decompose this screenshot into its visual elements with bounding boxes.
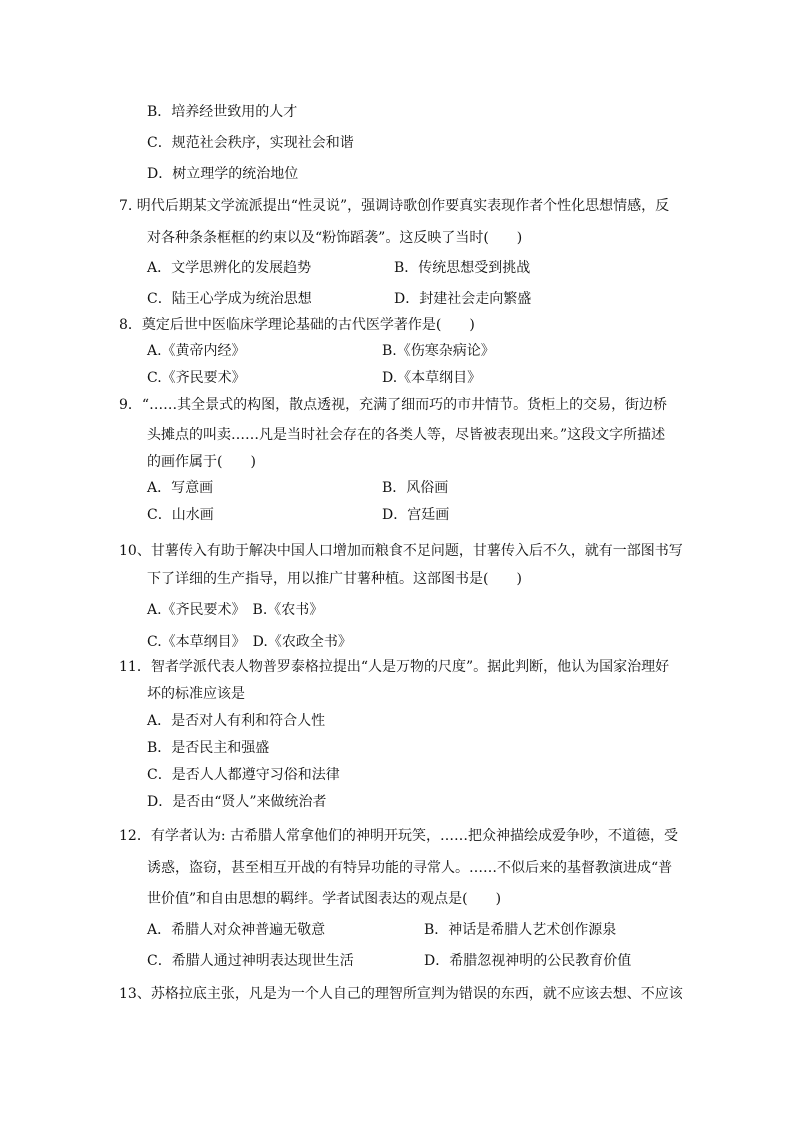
q11-stem-line-2: 坏的标准应该是 [147,686,245,702]
q12-option-c: C．希腊人通过神明表达现世生活 [147,953,354,969]
q10-options-ab: A.《齐民要术》 B.《农书》 [147,602,324,618]
q7-stem-line-2: 对各种条条框框的约束以及“粉饰蹈袭”。这反映了当时( ) [147,230,523,246]
q8-option-d: D.《本草纲目》 [382,370,482,386]
q12-stem-line-3: 世价值”和自由思想的羁绊。学者试图表达的观点是( ) [147,891,502,907]
q11-option-a: A．是否对人有利和符合人性 [147,713,326,729]
q9-stem-line-3: 的画作属于( ) [147,454,256,470]
q13-stem-line-1: 13、苏格拉底主张，凡是为一个人自己的理智所宣判为错误的东西，就不应该去想、不应该 [119,986,683,1002]
q7-option-a: A．文学思辨化的发展趋势 [147,260,312,276]
q6-option-b: B．培养经世致用的人才 [147,104,298,120]
q8-stem: 8．奠定后世中医临床学理论基础的古代医学著作是( ) [119,317,475,333]
q10-stem-line-1: 10、甘薯传入有助于解决中国人口增加而粮食不足问题，甘薯传入后不久，就有一部图书写 [119,543,683,559]
q12-stem-line-2: 诱惑，盗窃，甚至相互开战的有特异功能的寻常人。……不似后来的基督教演进成“普 [147,860,673,876]
q9-option-d: D．宫廷画 [382,507,450,523]
q7-option-b: B．传统思想受到挑战 [394,260,531,276]
q9-option-a: A．写意画 [147,480,214,496]
q11-option-b: B．是否民主和强盛 [147,740,270,756]
q12-stem-line-1: 12．有学者认为: 古希腊人常拿他们的神明开玩笑，……把众神描绘成爱争吵，不道德，受 [119,828,678,844]
q8-option-a: A.《黄帝内经》 [147,343,246,359]
q6-option-c: C．规范社会秩序，实现社会和谐 [147,135,354,151]
q12-option-d: D．希腊忽视神明的公民教育价值 [424,953,632,969]
q7-stem-line-1: 7. 明代后期某文学流派提出“性灵说”，强调诗歌创作要真实表现作者个性化思想情感，反 [119,198,670,214]
q11-option-d: D．是否由“贤人”来做统治者 [147,794,327,810]
q11-stem-line-1: 11．智者学派代表人物普罗泰格拉提出“人是万物的尺度”。据此判断，他认为国家治理好 [119,659,670,675]
q7-option-d: D．封建社会走向繁盛 [394,291,532,307]
q8-option-b: B.《伤寒杂病论》 [382,343,495,359]
q12-option-b: B．神话是希腊人艺术创作源泉 [424,922,617,938]
q11-option-c: C．是否人人都遵守习俗和法律 [147,767,340,783]
q8-option-c: C.《齐民要术》 [147,370,246,386]
q9-option-c: C．山水画 [147,507,214,523]
q6-option-d: D．树立理学的统治地位 [147,166,299,182]
q9-option-b: B．风俗画 [382,480,449,496]
q10-options-cd: C.《本草纲目》 D.《农政全书》 [147,634,352,650]
q7-option-c: C．陆王心学成为统治思想 [147,291,312,307]
q10-stem-line-2: 下了详细的生产指导，用以推广甘薯种植。这部图书是( ) [147,571,522,587]
q9-stem-line-1: 9．“……其全景式的构图，散点透视，充满了细而巧的市井情节。货柜上的交易，街边桥 [119,397,668,413]
q9-stem-line-2: 头摊点的叫卖……凡是当时社会存在的各类人等，尽皆被表现出来。”这段文字所描述 [147,427,666,443]
q12-option-a: A．希腊人对众神普遍无敬意 [147,922,326,938]
